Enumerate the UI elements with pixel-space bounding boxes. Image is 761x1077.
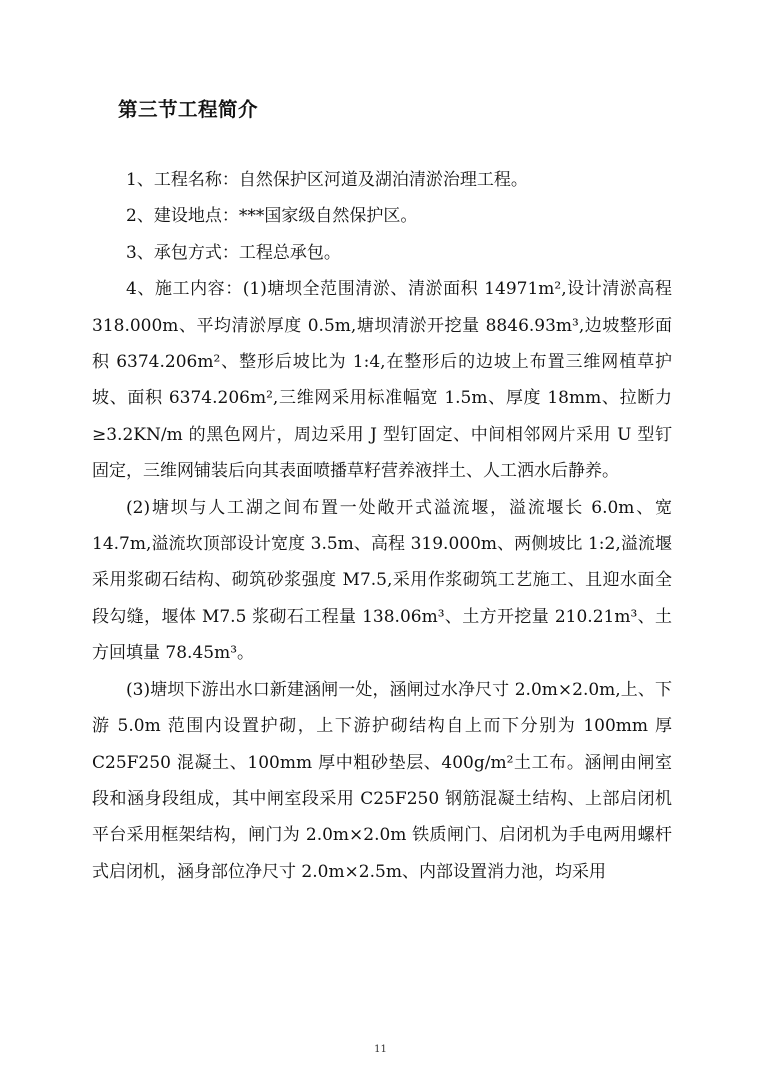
paragraph-construction-content-1: 4、施工内容：(1)塘坝全范围清淤、清淤面积 14971m²,设计清淤高程 318.000m、平均清淤厚度 0.5m,塘坝清淤开挖量 8846.93m³,边坡整形面积 6374.206m²、整形后坡比为 1:4,在整形后的边坡上布置三维网植草护坡、面积 6374.206m²,三维网采用标准幅宽 1.5m、厚度 18mm、拉断力≥3.2KN/m 的黑色网片，周边采用 J 型钉固定、中间相邻网片采用 U 型钉固定，三维网铺装后向其表面喷播草籽营养液拌土、人工洒水后静养。 [92, 279, 672, 482]
paragraph-location: 2、建设地点：***国家级自然保护区。 [126, 206, 418, 227]
paragraph-contract-method: 3、承包方式：工程总承包。 [126, 242, 341, 263]
paragraph-project-name: 1、工程名称：自然保护区河道及湖泊清淤治理工程。 [126, 170, 528, 190]
section-title: 第三节工程简介 [118, 98, 259, 121]
page-number: 11 [374, 1044, 387, 1055]
paragraph-construction-content-2: (2)塘坝与人工湖之间布置一处敞开式溢流堰，溢流堰长 6.0m、宽 14.7m,溢流坎顶部设计宽度 3.5m、高程 319.000m、两侧坡比 1:2,溢流堰采用浆砌石结构、砌筑砂浆强度 M7.5,采用作浆砌筑工艺施工、且迎水面全段勾缝，堰体 M7.5 浆砌石工程量 138.06m³、土方开挖量 210.21m³、土方回填量 78.45m³。 [92, 497, 672, 664]
paragraph-construction-content-3: (3)塘坝下游出水口新建涵闸一处，涵闸过水净尺寸 2.0m×2.0m,上、下游 5.0m 范围内设置护砌，上下游护砌结构自上而下分别为 100mm 厚 C25F250 混凝土、100mm 厚中粗砂垫层、400g/m²土工布。涵闸由闸室段和涵身段组成，其中闸室段采用 C25F250 钢筋混凝土结构、上部启闭机平台采用框架结构，闸门为 2.0m×2.0m 铁质闸门、启闭机为手电两用螺杆式启闭机，涵身部位净尺寸 2.0m×2.5m、内部设置消力池，均采用 [92, 679, 672, 882]
body-text [92, 162, 672, 890]
